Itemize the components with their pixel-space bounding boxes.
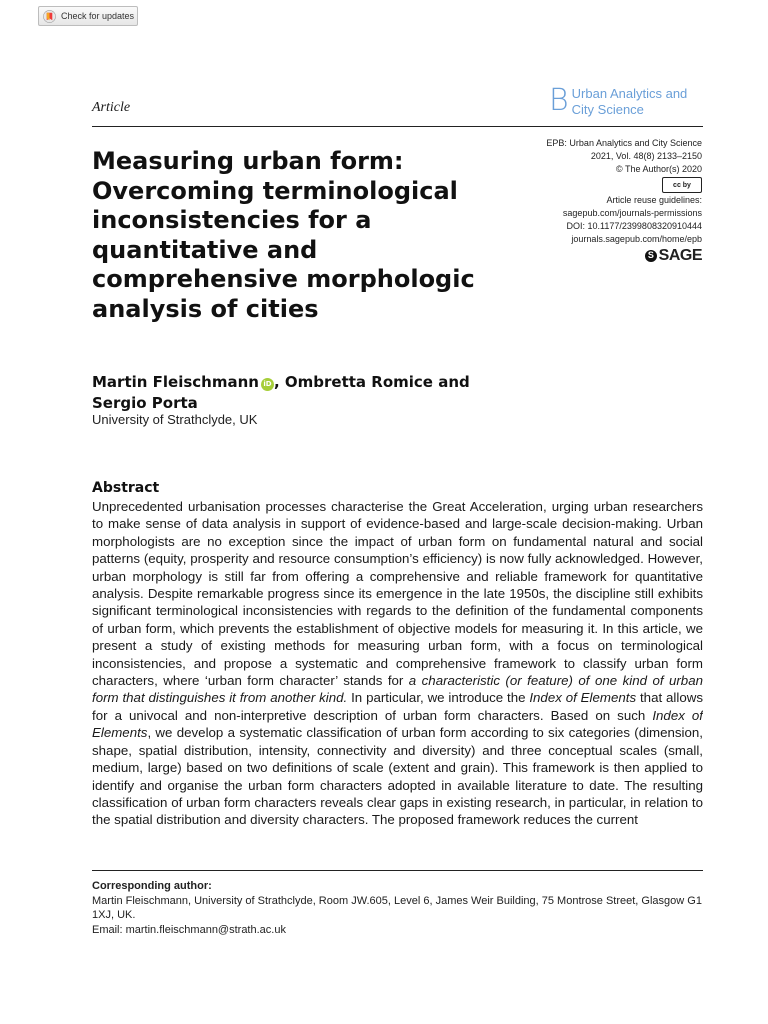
- article-title: [92, 147, 492, 324]
- doi[interactable]: DOI: 10.1177/2399808320910444: [566, 221, 702, 231]
- journal-homepage-link[interactable]: journals.sagepub.com/home/epb: [571, 234, 702, 244]
- title-line: analysis of cities: [92, 294, 319, 323]
- title-line: inconsistencies for a: [92, 206, 372, 234]
- abstract-emphasis: Index of Elements: [529, 690, 637, 706]
- corresponding-author-heading: Corresponding author:: [92, 880, 212, 892]
- publisher-name: SAGE: [658, 247, 702, 264]
- footer-divider: [92, 870, 703, 871]
- publication-meta: [546, 137, 702, 262]
- title-line: Overcoming terminological: [92, 176, 458, 205]
- cc-license-badge[interactable]: [662, 177, 702, 193]
- title-line: quantitative and: [92, 235, 318, 264]
- abstract-heading: Abstract: [92, 480, 160, 496]
- volume-info: 2021, Vol. 48(8) 2133–2150: [590, 151, 702, 161]
- corresponding-author: [92, 879, 703, 937]
- author-name: , Ombretta Romice and: [273, 373, 470, 391]
- copyright-notice: © The Author(s) 2020: [615, 164, 702, 174]
- corresponding-author-email[interactable]: Email: martin.fleischmann@strath.ac.uk: [92, 923, 286, 936]
- author-name: Sergio Porta: [92, 394, 198, 412]
- reuse-guidelines-label: Article reuse guidelines:: [606, 195, 702, 205]
- title-line: Measuring urban form:: [92, 147, 404, 175]
- journal-name-line1: Urban Analytics and: [571, 86, 688, 101]
- check-for-updates-label: Check for updates: [61, 11, 135, 21]
- article-type-label: Article: [92, 100, 131, 115]
- abstract-segment: In particular, we introduce the: [347, 690, 530, 706]
- journal-name: [572, 86, 688, 118]
- crossmark-icon: [43, 10, 56, 23]
- abstract-segment: Unprecedented urbanisation processes characterise the Great Acceleration, urging urban researchers to make sense of data analysis in support of evidence-based and large-scale decision-making. Urban morphologists are no exception since the impact of urban form on fundamental natural and social patterns (equity, prosperity and resource consumption’s efficiency) is now fully acknowledged. However, urban morphology is still far from offering a comprehensive and reliable framework for quantitative analysis. Despite remarkable progress since its emergence in the late 1950s, the discipline still exhibits significant terminological inconsistencies with regards to the definition of the fundamental components of urban form, which prevents the establishment of objective models for measuring it. In this article, we present a study of existing methods for measuring urban form, with a focus on terminological inconsistencies, and propose a systematic and comprehensive framework to classify urban form characters, where ‘urban form character’ stands for: [92, 499, 703, 689]
- journal-brand: [549, 83, 688, 118]
- reuse-guidelines-link[interactable]: sagepub.com/journals-permissions: [562, 208, 702, 218]
- author-list: [92, 372, 512, 414]
- abstract-emphasis: Index of Elements: [92, 707, 703, 741]
- corresponding-author-address: Martin Fleischmann, University of Strathclyde, Room JW.605, Level 6, James Weir Building, 75 Montrose Street, Glasgow G1 1XJ, UK.: [92, 894, 702, 921]
- author-name: Martin Fleischmann: [92, 373, 259, 391]
- abstract-emphasis: a characteristic (or feature) of one kind of urban form that distinguishes it from another kind.: [92, 673, 703, 706]
- check-for-updates-button[interactable]: [38, 6, 138, 26]
- author-affiliation: University of Strathclyde, UK: [92, 412, 258, 427]
- cc-license-text: cc by: [673, 181, 691, 189]
- sage-logo: [645, 249, 702, 262]
- sage-logo-icon: S: [645, 250, 657, 262]
- journal-mark: B: [549, 83, 569, 118]
- title-line: comprehensive morphologic: [92, 265, 475, 293]
- journal-reference: EPB: Urban Analytics and City Science: [546, 138, 702, 148]
- abstract-segment: that allows for a univocal and non-interpretive description of urban form characters. Based on such: [92, 690, 703, 723]
- abstract-segment: , we develop a systematic classification of urban form according to six categories (dimension, shape, spatial distribution, intensity, connectivity and diversity) and three conceptual scales (small, medium, large) based on two definitions of scale (extent and grain). This framework is then applied to identify and organise the urban form characters adopted in available literature to date. The resulting classification of urban form characters reveals clear gaps in existing research, in particular, in relation to the spatial distribution and diversity characters. The proposed framework reduces the current: [92, 725, 703, 828]
- abstract-text: [92, 498, 703, 846]
- header-divider: [92, 126, 703, 127]
- journal-name-line2: City Science: [571, 102, 644, 117]
- orcid-icon[interactable]: iD: [261, 378, 274, 391]
